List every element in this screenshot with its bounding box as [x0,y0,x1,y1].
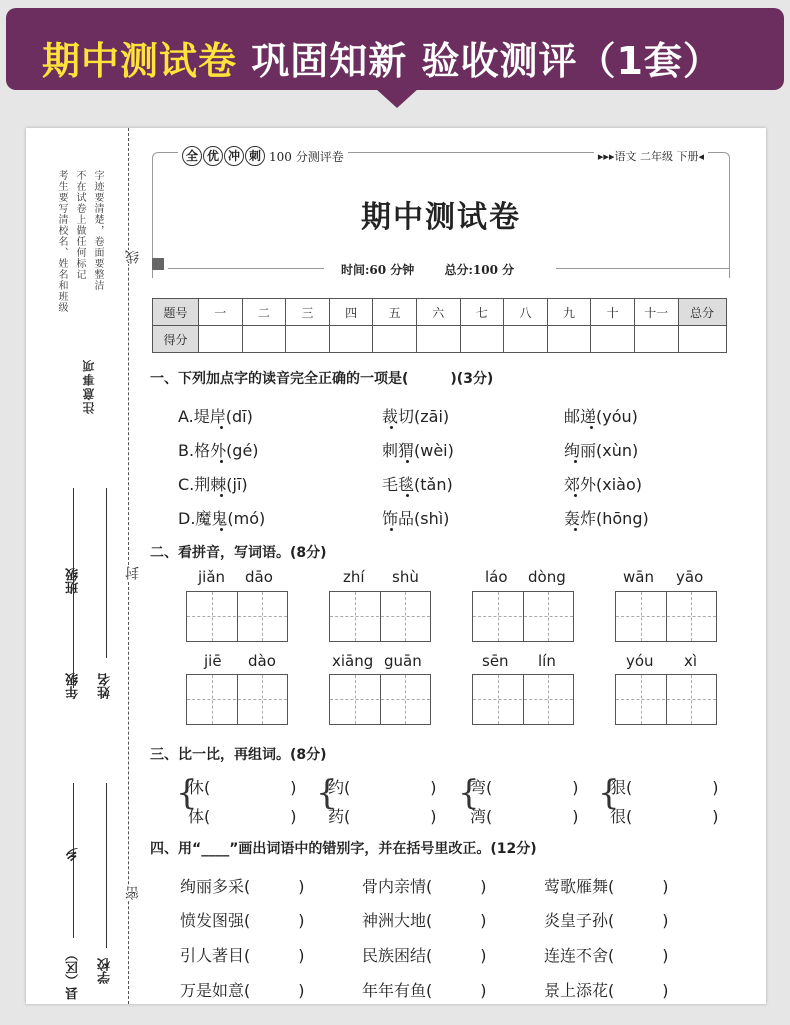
q4-word[interactable]: 骨内亲情( ) [362,877,487,896]
q3-pair[interactable]: 约( ) [328,778,437,797]
q2-pinyin: shù [392,568,419,586]
emphasis-dot [590,426,593,429]
table-row [153,326,727,353]
table-row [153,299,727,326]
seal-mi: 密 [125,886,141,900]
q4-title: 四、用“____”画出词语中的错别字，并在括号里改正。(12分) [150,841,537,857]
label-school: 学校 [98,958,113,984]
column-header: 六 [416,299,460,326]
q2-pinyin: wān [623,568,654,586]
q2-pinyin: dāo [245,568,273,586]
q4-word[interactable]: 民族困结( ) [362,946,487,965]
writing-grid[interactable] [186,591,288,642]
column-header: 四 [329,299,373,326]
brand-char: 冲 [224,146,244,166]
total-header: 总分 [678,299,726,326]
q1-option-b1: B.格外(gé) [178,441,259,460]
label-name: 姓名 [98,673,113,699]
q2-pinyin: jiǎn [198,568,226,586]
emphasis-dot [220,528,223,531]
q3-title: 三、比一比，再组词。(8分) [150,747,327,763]
q4-word[interactable]: 莺歌雁舞( ) [544,877,669,896]
column-header: 三 [286,299,330,326]
q4-word[interactable]: 景上添花( ) [544,981,669,1000]
q2-pinyin: yāo [676,568,704,586]
column-header: 十一 [634,299,678,326]
emphasis-dot [406,494,409,497]
column-header: 九 [547,299,591,326]
score-cell[interactable] [547,326,591,353]
brand-char: 刺 [245,146,265,166]
score-cell[interactable] [199,326,243,353]
note-line-2: 不在试卷上做任何标记 [74,170,85,280]
column-header: 七 [460,299,504,326]
q3-pair[interactable]: 休( ) [188,778,297,797]
emphasis-dot [220,426,223,429]
q1-option-b2: 刺猬(wèi) [382,441,454,460]
q2-pinyin: yóu [626,652,654,670]
column-header: 十 [591,299,635,326]
writing-grid[interactable] [329,591,431,642]
brace: { [458,773,480,813]
q3-pair[interactable]: 狠( ) [610,778,719,797]
brand-char: 全 [182,146,202,166]
score-cell[interactable] [286,326,330,353]
score-cell[interactable] [504,326,548,353]
emphasis-dot [574,460,577,463]
q3-pair[interactable]: 体( ) [188,807,297,826]
school-blank [106,783,107,948]
label-xiang: 乡 [66,848,81,861]
q4-word[interactable]: 绚丽多采( ) [180,877,305,896]
brace: { [176,773,198,813]
q1-option-a2: 裁切(zāi) [382,407,450,426]
q1-option-d2: 饰品(shì) [382,509,450,528]
corner-square [152,258,164,270]
brand-logo [178,146,348,166]
score-cell[interactable] [416,326,460,353]
score-cell[interactable] [329,326,373,353]
q1-title: 一、下列加点字的读音完全正确的一项是( )(3分) [150,371,494,387]
note-line-1: 考生要写清校名、姓名和班级 [56,170,67,313]
score-cell[interactable] [591,326,635,353]
q4-word[interactable]: 炎皇子孙( ) [544,911,669,930]
label-class: 班级 [66,568,81,594]
seal-feng: 封 [125,566,141,580]
q3-pair[interactable]: 弯( ) [470,778,579,797]
score-table [152,298,727,353]
header-divider-left [168,268,324,269]
writing-grid[interactable] [329,674,431,725]
name-blank [106,488,107,658]
score-cell[interactable] [460,326,504,353]
score-cell[interactable] [373,326,417,353]
writing-grid[interactable] [472,674,574,725]
emphasis-dot [406,460,409,463]
q4-word[interactable]: 万是如意( ) [180,981,305,1000]
writing-grid[interactable] [186,674,288,725]
column-header: 一 [199,299,243,326]
emphasis-dot [220,494,223,497]
exam-meta [341,261,540,278]
row-label-question: 题号 [153,299,199,326]
q2-title: 二、看拼音，写词语。(8分) [150,545,327,561]
q1-option-d1: D.魔鬼(mó) [178,509,266,528]
seal-xian: 线 [125,250,141,264]
q1-option-c2: 毛毯(tǎn) [382,475,453,494]
q1-option-b3: 绚丽(xùn) [564,441,639,460]
brace: { [598,773,620,813]
brand-subtitle: 100 分测评卷 [269,149,344,164]
q4-word[interactable]: 愤发图强( ) [180,911,305,930]
q2-pinyin: jiē [204,652,222,670]
banner-pointer [375,88,419,108]
q3-pair[interactable]: 药( ) [328,807,437,826]
banner-title-rest: 巩固知新 验收测评（1套） [251,39,722,83]
subject-label: ▸▸▸语文 二年级 下册◂ [594,148,708,164]
banner-title [42,30,722,85]
note-line-3: 字迹要清楚，卷面要整洁 [92,170,103,291]
q1-option-c3: 郊外(xiào) [564,475,642,494]
row-label-score: 得分 [153,326,199,353]
q1-option-a1: A.堤岸(dī) [178,407,253,426]
brand-char: 优 [203,146,223,166]
label-grade: 年级 [66,673,81,699]
q2-pinyin: zhí [343,568,365,586]
writing-grid[interactable] [615,591,717,642]
writing-grid[interactable] [472,591,574,642]
notes-title: 注意事项 [82,358,96,414]
top-banner [6,8,784,90]
q2-pinyin: xiāng [332,652,374,670]
exam-time: 时间:60 分钟 [341,263,415,277]
exam-title: 期中测试卷 [361,200,521,235]
q4-word[interactable]: 连连不舍( ) [544,946,669,965]
score-cell[interactable] [242,326,286,353]
emphasis-dot [574,528,577,531]
q2-pinyin: lín [538,652,556,670]
emphasis-dot [574,494,577,497]
q1-option-d3: 轰炸(hōng) [564,509,649,528]
q2-pinyin: dòng [528,568,566,586]
q2-pinyin: guān [384,652,422,670]
score-cell[interactable] [634,326,678,353]
q4-word[interactable]: 引人著目( ) [180,946,305,965]
exam-total: 总分:100 分 [444,263,515,277]
header-divider-right [556,268,730,269]
column-header: 五 [373,299,417,326]
q1-option-c1: C.荆棘(jī) [178,475,248,494]
exam-paper [26,128,766,1004]
emphasis-dot [220,460,223,463]
column-header: 八 [504,299,548,326]
q3-pair[interactable]: 湾( ) [470,807,579,826]
emphasis-dot [390,426,393,429]
brace: { [316,773,338,813]
q4-word[interactable]: 神洲大地( ) [362,911,487,930]
q2-pinyin: láo [485,568,508,586]
banner-title-highlight: 期中测试卷 [42,39,238,83]
q2-pinyin: xì [684,652,698,670]
q1-option-a3: 邮递(yóu) [564,407,638,426]
q2-pinyin: sēn [482,652,509,670]
score-cell-total[interactable] [678,326,726,353]
label-county: 县（区） [66,948,81,1000]
q3-pair[interactable]: 很( ) [610,807,719,826]
q2-pinyin: dào [248,652,276,670]
writing-grid[interactable] [615,674,717,725]
column-header: 二 [242,299,286,326]
emphasis-dot [390,528,393,531]
q4-word[interactable]: 年年有鱼( ) [362,981,487,1000]
